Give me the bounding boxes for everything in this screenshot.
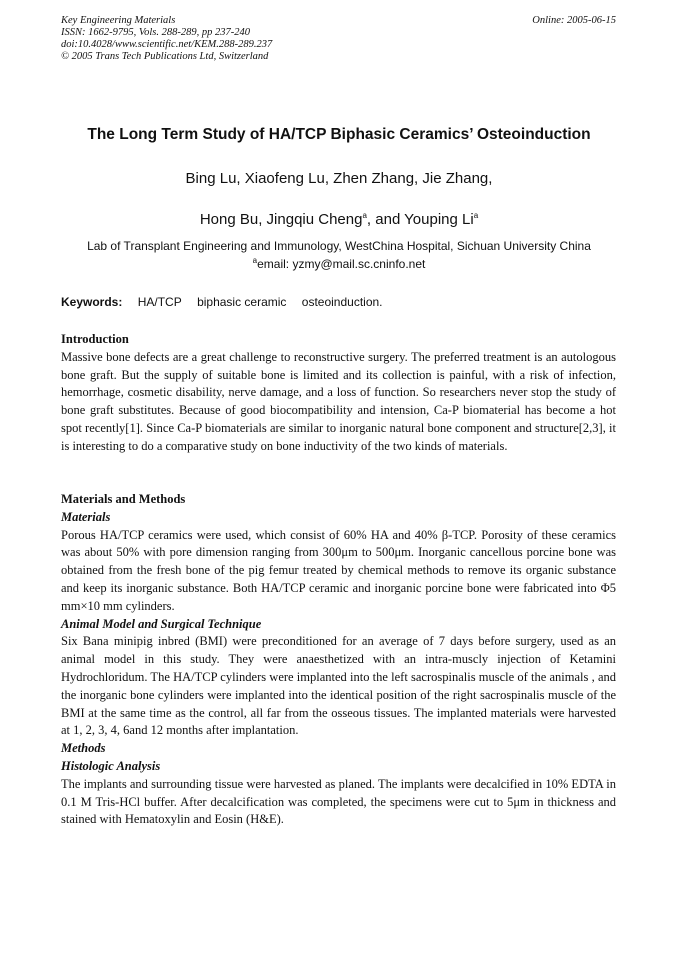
author-names-part1: Hong Bu, Jingqiu Cheng xyxy=(199,211,363,228)
journal-name: Key Engineering Materials xyxy=(61,15,176,26)
materials-paragraph: Porous HA/TCP ceramics were used, which consist of 60% HA and 40% β-TCP. Porosity of these ceramics was about 50% with pore dimension ranging from 300μm to 500μm. Inorganic cancellous porcine bone was obtained from the fresh bone of the pig femur treated by chemical methods to remove its organic substance and keep its inorganic substance. Both HA/TCP ceramic and inorganic porcine bone were fabricated into Φ5 mm×10 mm cylinders. xyxy=(61,527,616,613)
authors-line-1: Bing Lu, Xiaofeng Lu, Zhen Zhang, Jie Zhang, xyxy=(185,170,493,187)
issn-line: ISSN: 1662-9795, Vols. 288-289, pp 237-240 xyxy=(61,27,250,38)
online-date: Online: 2005-06-15 xyxy=(532,15,616,26)
histologic-analysis-heading: Histologic Analysis xyxy=(61,758,161,773)
methods-heading: Methods xyxy=(61,741,106,756)
materials-methods-heading: Materials and Methods xyxy=(61,492,186,506)
introduction-section xyxy=(61,331,616,456)
keyword-item: biphasic ceramic xyxy=(197,295,287,309)
keywords xyxy=(61,295,616,309)
materials-methods-section xyxy=(61,491,616,829)
keywords-label: Keywords: xyxy=(61,295,123,309)
paper-title: The Long Term Study of HA/TCP Biphasic Ceramics’ Osteoinduction xyxy=(87,126,591,143)
author-names-part2: , and Youping Li xyxy=(366,211,474,228)
materials-heading: Materials xyxy=(61,509,111,524)
authors-line-2 xyxy=(0,211,678,228)
histologic-analysis-paragraph: The implants and surrounding tissue were harvested as planed. The implants were decalcified in 10% EDTA in 0.1 M Tris-HCl buffer. After decalcification was completed, the specimens were cut to 5μm in thickness and stained with Hematoxylin and Eosin (H&E). xyxy=(61,776,616,827)
affiliation: Lab of Transplant Engineering and Immunology, WestChina Hospital, Sichuan University China xyxy=(87,239,591,253)
author-affil-mark-2: a xyxy=(473,211,479,220)
author-email xyxy=(0,257,678,271)
journal-header xyxy=(61,15,616,63)
introduction-heading: Introduction xyxy=(61,332,129,346)
animal-model-paragraph: Six Bana minipig inbred (BMI) were preconditioned for an average of 7 days before surgery, used as an animal model in this study. They were anaesthetized with an intra-muscly injection of Ketamini Hydrochloridum. The HA/TCP cylinders were implanted into the left sacrospinalis muscle of the animals , and the inorganic bone cylinders were implanted into the identical position of the right sacrospinalis muscle of the BMI at the same time as the control, all far from the osseous tissues. The implanted materials were harvested at 1, 2, 3, 4, 6and 12 months after implantation. xyxy=(61,634,616,738)
keyword-item: osteoinduction. xyxy=(301,295,383,309)
copyright-line: © 2005 Trans Tech Publications Ltd, Switzerland xyxy=(61,51,269,62)
email-affil-mark: a xyxy=(252,256,258,265)
email-text: email: yzmy@mail.sc.cninfo.net xyxy=(257,257,426,271)
introduction-paragraph: Massive bone defects are a great challenge to reconstructive surgery. The preferred treatment is an autologous bone graft. But the supply of suitable bone is limited and its collection is painful, with a risk of infection, hemorrhage, cosmetic disability, nerve damage, and a loss of function. So researchers never stop the study of bone graft substitutes. Because of good biocompatibility and intension, Ca-P biomaterial has become a hot spot recently[1]. Since Ca-P biomaterials are similar to inorganic natural bone component and structure[2,3], it is interesting to do a comparative study on bone inductivity of the two kinds of materials. xyxy=(61,349,616,453)
animal-model-heading: Animal Model and Surgical Technique xyxy=(61,616,262,631)
keyword-item: HA/TCP xyxy=(137,295,182,309)
author-affil-mark-1: a xyxy=(362,211,367,220)
doi-line: doi:10.4028/www.scientific.net/KEM.288-289.237 xyxy=(61,39,273,50)
